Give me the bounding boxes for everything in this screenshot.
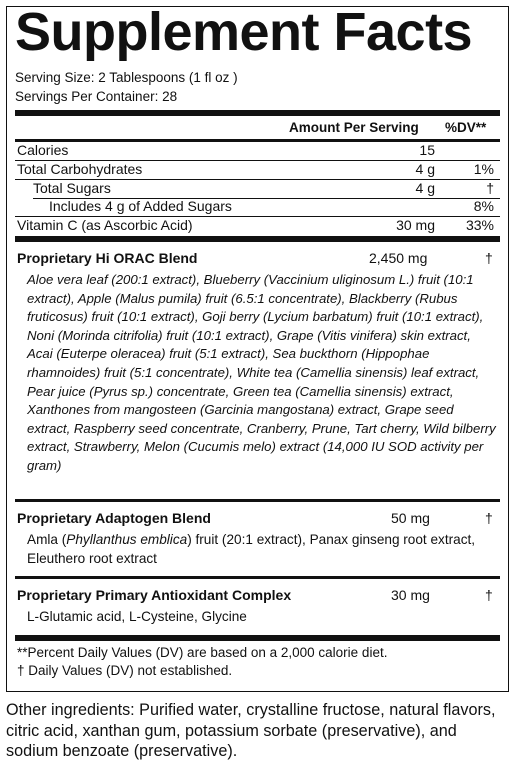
row-amount-vitamin-c: 30 mg (396, 217, 435, 233)
blend-ingredients-adaptogen: Amla (Phyllanthus emblica) fruit (20:1 extract), Panax ginseng root extract, Eleuthero root extract (27, 532, 476, 566)
blend-dv-adaptogen: † (485, 510, 493, 526)
row-name-vitamin-c: Vitamin C (as Ascorbic Acid) (17, 217, 193, 233)
footnote-dagger: † Daily Values (DV) not established. (17, 663, 233, 678)
row-dv-sugars: † (486, 180, 494, 196)
blend-amount-adaptogen: 50 mg (391, 510, 430, 526)
col-dv-header: %DV** (445, 120, 487, 135)
row-name-calories: Calories (17, 142, 69, 158)
row-dv-vitamin-c: 33% (465, 217, 494, 233)
blend-ingredients-orac: Aloe vera leaf (200:1 extract), Blueberry (Vaccinium uliginosum L.) fruit (10:1 extract), Apple (Malus pumila) fruit (6.5:1 concentrate), Blackberry (Rubus fruticosus) fruit (10:1 extract), Goji berry (Lycium barbatum) fruit (10:1 extract), Noni (Morinda citrifolia) fruit (10:1 extract), Grape (Vitis vinifera) skin extract, Acai (Euterpe oleracea) fruit (5:1 extract), Sea buckthorn (Hippophae rhamnoides) fruit (5:1 concentrate), White tea (Camellia sinensis) leaf extract, Pear juice (Pyrus sp.) concentrate, Green tea (Camellia sinensis) extract, Xanthones from mangosteen (Garcinia mangostana) extract, Grape seed extract, Raspberry seed concentrate, Cranberry, Prune, Tart cherry, Wild bilberry extract, Strawberry, Melon (Cucumis melo) extract (14,000 IU SOD activity per gram) (27, 272, 496, 473)
divider-mid (15, 576, 500, 579)
blend-amount-antioxidant: 30 mg (391, 587, 430, 603)
row-amount-calories: 15 (419, 142, 435, 158)
blend-name-adaptogen: Proprietary Adaptogen Blend (17, 510, 211, 526)
row-amount-sugars: 4 g (415, 180, 435, 196)
blend-dv-antioxidant: † (485, 587, 493, 603)
row-dv-carbs: 1% (473, 161, 494, 177)
row-name-added-sugars: Includes 4 g of Added Sugars (49, 198, 232, 214)
row-name-carbs: Total Carbohydrates (17, 161, 143, 177)
blend-ingredients-antioxidant: L-Glutamic acid, L-Cysteine, Glycine (27, 609, 247, 624)
row-dv-added-sugars: 8% (473, 198, 494, 214)
blend-dv-orac: † (485, 250, 493, 266)
blend-name-orac: Proprietary Hi ORAC Blend (17, 250, 198, 266)
divider-mid (15, 499, 500, 502)
blend-name-antioxidant: Proprietary Primary Antioxidant Complex (17, 587, 292, 603)
divider-thick (15, 635, 500, 641)
divider-thick (15, 236, 500, 242)
serving-size: Serving Size: 2 Tablespoons (1 fl oz ) (15, 70, 238, 85)
col-amount-header: Amount Per Serving (289, 120, 419, 135)
servings-per-container: Servings Per Container: 28 (15, 89, 178, 104)
row-name-sugars: Total Sugars (33, 180, 111, 196)
row-amount-carbs: 4 g (415, 161, 435, 177)
footnote-percent-dv: **Percent Daily Values (DV) are based on a 2,000 calorie diet. (17, 645, 388, 660)
divider-thick (15, 110, 500, 116)
supplement-facts-panel (6, 2, 509, 692)
other-ingredients: Other ingredients: Purified water, crystalline fructose, natural flavors, citric acid, xanthan gum, potassium sorbate (preservative), and sodium benzoate (preservative). (6, 701, 496, 760)
panel-title: Supplement Facts (15, 2, 473, 62)
blend-amount-orac: 2,450 mg (369, 250, 428, 266)
